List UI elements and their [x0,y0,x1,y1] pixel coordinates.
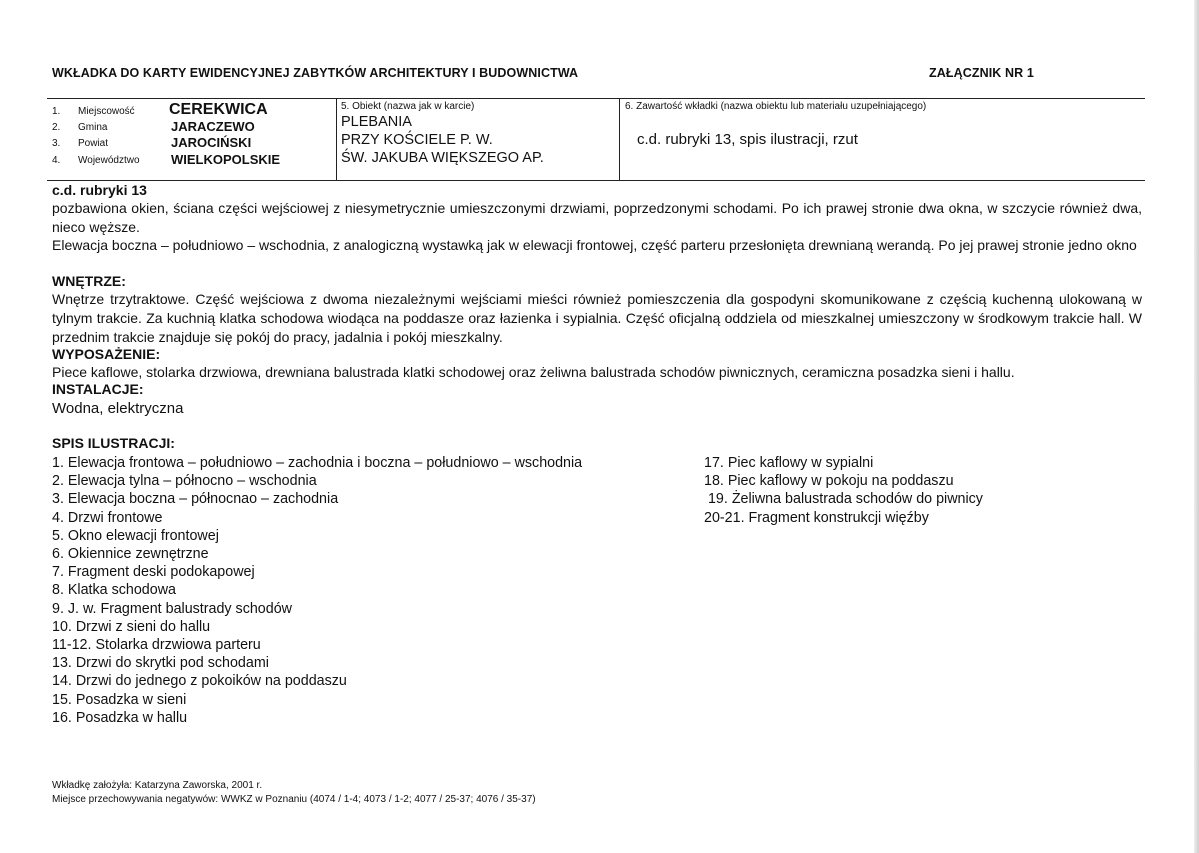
interior-heading: WNĘTRZE: [52,273,126,289]
field-label-commune: Gmina [78,122,108,133]
object-line: PLEBANIA [341,114,412,130]
list-item: 18. Piec kaflowy w pokoju na poddaszu [704,473,954,490]
equipment-text: Piece kaflowe, stolarka drzwiowa, drewniana balustrada klatki schodowej oraz żeliwna balustrada schodów piwnicznych, ceramiczna posadzka sieni i hallu. [52,364,1015,380]
list-item: 7. Fragment deski podokapowej [52,564,255,581]
content-value: c.d. rubryki 13, spis ilustracji, rzut [637,131,858,148]
illustrations-list-left [52,454,582,727]
field-label-locality: Miejscowość [78,106,135,117]
paragraph: pozbawiona okien, ściana części wejściowej z niesymetrycznie umieszczonymi drzwiami, poprzedzonymi schodami. Po ich prawej stronie dwa okna, w szczycie również dwa, nieco węższe. [52,200,1142,235]
section-heading: c.d. rubryki 13 [52,182,147,198]
list-item: 10. Drzwi z sieni do hallu [52,618,211,635]
list-item: 20-21. Fragment konstrukcji więźby [704,509,929,526]
object-label: 5. Obiekt (nazwa jak w karcie) [341,101,475,112]
row-number: 1. [52,106,61,117]
list-item: 11-12. Stolarka drzwiowa parteru [52,637,261,654]
footer-author: Wkładkę założyła: Katarzyna Zaworska, 2001 r. [52,780,263,791]
installations-heading: INSTALACJE: [52,381,144,397]
field-value-locality: CEREKWICA [169,101,268,118]
list-item: 13. Drzwi do skrytki pod schodami [52,655,269,672]
list-item: 17. Piec kaflowy w sypialni [704,455,874,471]
object-line: PRZY KOŚCIELE P. W. [341,132,493,148]
field-value-voivodeship: WIELKOPOLSKIE [171,152,281,167]
list-item: 1. Elewacja frontowa – południowo – zachodnia i boczna – południowo – wschodnia [52,455,583,471]
installations-text: Wodna, elektryczna [52,400,184,417]
illustrations-list-right [704,454,983,527]
annex-label: ZAŁĄCZNIK NR 1 [929,66,1034,80]
list-item: 19. Żeliwna balustrada schodów do piwnicy [704,491,983,508]
row-number: 2. [52,122,61,133]
table-top-border [47,98,1145,99]
footer-storage: Miejsce przechowywania negatywów: WWKZ w Poznaniu (4074 / 1-4; 4073 / 1-2; 4077 / 25-37; 4076 / 35-37) [52,794,536,805]
document-title: WKŁADKA DO KARTY EWIDENCYJNEJ ZABYTKÓW ARCHITEKTURY I BUDOWNICTWA [52,66,579,80]
list-item: 4. Drzwi frontowe [52,509,163,526]
table-bottom-border [47,180,1145,181]
list-item: 2. Elewacja tylna – północno – wschodnia [52,473,317,490]
list-item: 9. J. w. Fragment balustrady schodów [52,600,292,617]
scan-edge [1194,0,1199,853]
content-label: 6. Zawartość wkładki (nazwa obiektu lub materiału uzupełniającego) [625,101,927,112]
list-item: 16. Posadzka w hallu [52,709,188,726]
table-divider-1 [336,98,337,180]
row-number: 3. [52,138,61,149]
table-divider-2 [619,98,620,180]
object-line: ŚW. JAKUBA WIĘKSZEGO AP. [341,150,544,166]
list-item: 15. Posadzka w sieni [52,691,187,708]
list-item: 3. Elewacja boczna – północnao – zachodnia [52,491,339,508]
field-value-commune: JARACZEWO [171,119,255,134]
list-item: 8. Klatka schodowa [52,582,176,599]
field-label-voivodeship: Województwo [78,155,140,166]
field-label-county: Powiat [78,138,109,149]
paragraph: Elewacja boczna – południowo – wschodnia, z analogiczną wystawką jak w elewacji frontowej, część parteru przesłonięta drewnianą werandą. Po jej prawej stronie jedno okno [52,237,1137,253]
list-item: 6. Okiennice zewnętrzne [52,546,209,563]
field-value-county: JAROCIŃSKI [171,135,252,150]
interior-text: Wnętrze trzytraktowe. Część wejściowa z dwoma niezależnymi wejściami mieści również pomieszczenia dla gospodyni skomunikowane z częścią kuchenną ulokowaną w tylnym trakcie. Za kuchnią klatka schodowa wiodąca na poddasze oraz łazienka i sypialnia. Część oficjalną oddziela od mieszkalnej umieszczony w środkowym trakcie hall. W przednim trakcie znajduje się pokój do pracy, jadalnia i pokój mieszkalny. [52,291,1142,345]
row-number: 4. [52,155,61,166]
illustrations-heading: SPIS ILUSTRACJI: [52,435,175,451]
equipment-heading: WYPOSAŻENIE: [52,346,161,362]
list-item: 5. Okno elewacji frontowej [52,527,219,544]
list-item: 14. Drzwi do jednego z pokoików na poddaszu [52,673,347,690]
